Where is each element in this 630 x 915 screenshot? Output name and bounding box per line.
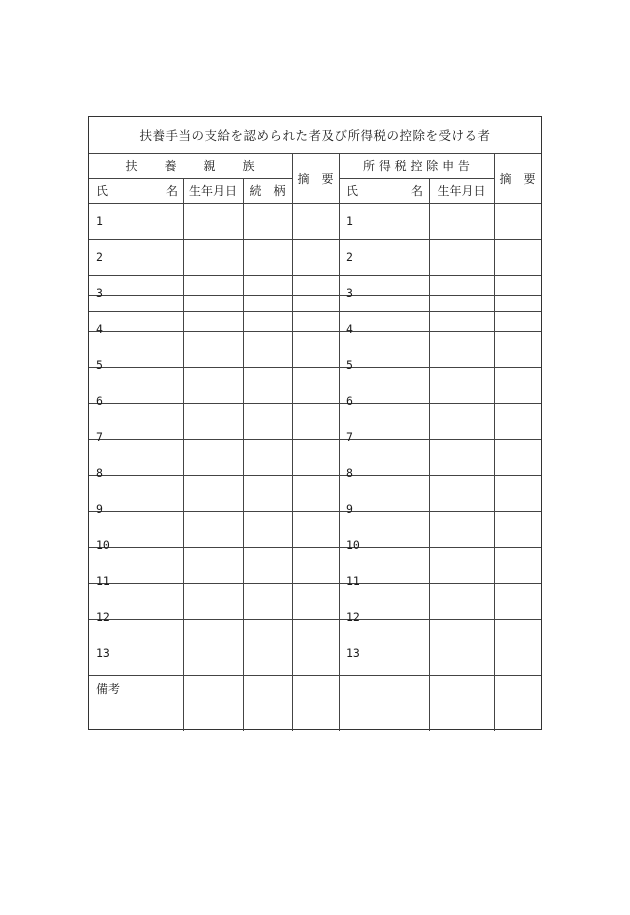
row-number-left: 6 <box>96 394 103 408</box>
divider <box>89 367 541 368</box>
divider <box>243 178 244 731</box>
birthdate-header-left: 生年月日 <box>188 184 237 198</box>
row-number-right: 3 <box>346 286 353 300</box>
row-number-right: 12 <box>346 610 360 624</box>
row-number-left: 3 <box>96 286 103 300</box>
row-number-right: 10 <box>346 538 360 552</box>
divider <box>89 511 541 512</box>
divider <box>89 619 541 620</box>
dependents-form <box>88 116 542 730</box>
row-number-right: 2 <box>346 250 353 264</box>
row-number-right: 9 <box>346 502 353 516</box>
divider <box>89 475 541 476</box>
row-number-left: 13 <box>96 646 110 660</box>
name-header-left-b: 名 <box>166 184 179 198</box>
row-number-right: 1 <box>346 214 353 228</box>
row-number-right: 13 <box>346 646 360 660</box>
divider <box>494 153 495 731</box>
divider <box>183 178 184 731</box>
divider <box>339 153 340 731</box>
row-number-right: 8 <box>346 466 353 480</box>
remarks-header-left: 摘 要 <box>297 171 334 186</box>
row-number-right: 4 <box>346 322 353 336</box>
divider <box>429 178 430 731</box>
dependents-group-header: 扶 養 親 族 <box>125 159 256 173</box>
divider <box>89 275 541 276</box>
name-header-left-a: 氏 <box>96 184 109 198</box>
divider <box>89 439 541 440</box>
notes-label: 備考 <box>96 681 121 696</box>
row-number-right: 6 <box>346 394 353 408</box>
row-number-left: 2 <box>96 250 103 264</box>
divider <box>89 295 541 296</box>
remarks-header-right: 摘 要 <box>499 171 536 186</box>
relation-header: 続 柄 <box>249 184 286 198</box>
divider <box>292 153 293 731</box>
birthdate-header-right: 生年月日 <box>437 184 486 198</box>
divider <box>89 547 541 548</box>
row-number-left: 12 <box>96 610 110 624</box>
divider <box>89 403 541 404</box>
row-number-left: 10 <box>96 538 110 552</box>
row-number-left: 7 <box>96 430 103 444</box>
divider <box>89 331 541 332</box>
name-header-right-a: 氏 <box>346 184 359 198</box>
row-number-left: 5 <box>96 358 103 372</box>
divider <box>89 675 541 676</box>
row-number-right: 5 <box>346 358 353 372</box>
divider <box>89 203 541 204</box>
row-number-left: 1 <box>96 214 103 228</box>
divider <box>89 311 541 312</box>
row-number-left: 4 <box>96 322 103 336</box>
tax-deduction-header: 所 得 税 控 除 申 告 <box>363 159 470 173</box>
row-number-left: 8 <box>96 466 103 480</box>
row-number-left: 9 <box>96 502 103 516</box>
name-header-right-b: 名 <box>411 184 424 198</box>
divider <box>89 583 541 584</box>
form-title: 扶養手当の支給を認められた者及び所得税の控除を受ける者 <box>139 128 491 143</box>
divider <box>89 239 541 240</box>
row-number-right: 7 <box>346 430 353 444</box>
row-number-right: 11 <box>346 574 360 588</box>
row-number-left: 11 <box>96 574 110 588</box>
